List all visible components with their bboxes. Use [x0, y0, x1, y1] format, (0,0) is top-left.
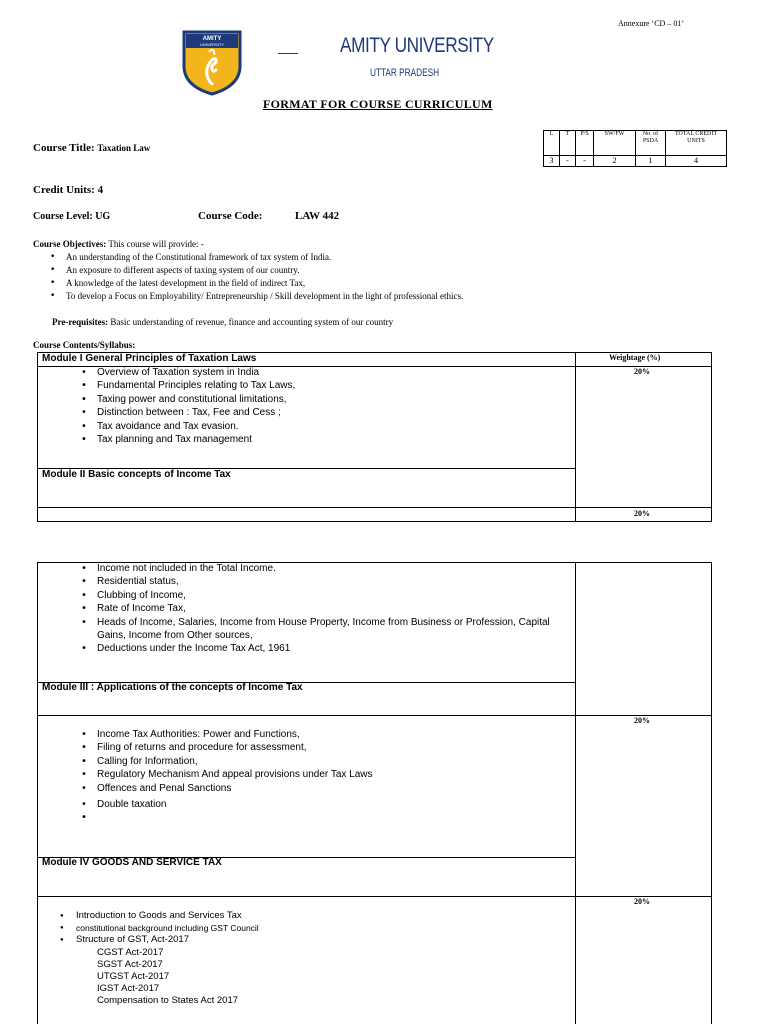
module-3-topics	[77, 728, 567, 824]
topic-item: ● Structure of GST, Act-2017	[56, 934, 566, 946]
topic-item: • Offences and Penal Sanctions	[77, 782, 567, 795]
credit-header-psda: No. of PSDA	[636, 131, 666, 156]
module-2-weight: 20%	[634, 509, 650, 518]
topic-item: • Clubbing of Income,	[77, 589, 567, 602]
topic-item: • Rate of Income Tax,	[77, 602, 567, 615]
row-divider	[37, 507, 712, 508]
sub-topic-item: SGST Act-2017	[97, 958, 163, 970]
university-name: AMITY UNIVERSITY	[340, 34, 494, 57]
topic-item: ● constitutional background including GST Council	[56, 922, 566, 934]
topic-item: • Tax avoidance and Tax evasion.	[77, 420, 567, 433]
credit-value-swfw: 2	[594, 156, 636, 167]
credit-table	[543, 130, 727, 167]
university-state: UTTAR PRADESH	[370, 67, 440, 79]
topic-item: • Residential status,	[77, 575, 567, 588]
objectives-list	[50, 251, 753, 303]
credit-header-swfw: SW/FW	[594, 131, 636, 156]
course-title	[33, 142, 150, 154]
document-title: FORMAT FOR COURSE CURRICULUM	[263, 97, 493, 111]
svg-text:AMITY: AMITY	[202, 36, 222, 42]
topic-item: • Fundamental Principles relating to Tax Laws,	[77, 379, 567, 392]
module-2-title: Module II Basic concepts of Income Tax	[42, 469, 231, 480]
module-4-topics	[56, 910, 566, 1008]
row-divider	[37, 896, 712, 897]
sub-topic-item: CGST Act-2017	[97, 946, 164, 958]
credit-value-total: 4	[666, 156, 727, 167]
course-level: Course Level: UG	[33, 211, 111, 222]
course-title-label: Course Title:	[33, 142, 95, 154]
module-1-title: Module I General Principles of Taxation Laws	[42, 353, 257, 364]
topic-item	[77, 811, 567, 824]
objective-item: • To develop a Focus on Employability/ Entrepreneurship / Skill development in the light of professional ethics.	[50, 290, 753, 303]
topic-item: • Deductions under the Income Tax Act, 1961	[77, 642, 567, 655]
objective-item: • A knowledge of the latest development in the field of indirect Tax,	[50, 277, 753, 290]
topic-item: • Tax planning and Tax management	[77, 433, 567, 446]
topic-item: • Distinction between : Tax, Fee and Cess ;	[77, 406, 567, 419]
prerequisites	[52, 317, 393, 327]
credit-value-ps: -	[576, 156, 594, 167]
topic-item: • Regulatory Mechanism And appeal provisions under Tax Laws	[77, 768, 567, 781]
credit-header-total: TOTAL CREDIT UNITS	[666, 131, 727, 156]
annexure-label: Annexure ‘CD – 01’	[618, 19, 684, 28]
amity-logo	[182, 30, 242, 96]
sub-topic-item: IGST Act-2017	[97, 983, 160, 995]
header-divider	[278, 53, 298, 54]
topic-item: • Double taxation	[77, 798, 567, 811]
course-code-value: LAW 442	[295, 210, 340, 222]
course-contents-label: Course Contents/Syllabus:	[33, 340, 136, 350]
topic-item: • Income Tax Authorities: Power and Functions,	[77, 728, 567, 741]
prerequisites-value: Basic understanding of revenue, finance and accounting system of our country	[108, 317, 394, 327]
column-divider	[575, 562, 576, 1024]
credit-value-t: -	[560, 156, 576, 167]
module-1-weight: 20%	[634, 367, 650, 376]
credit-value-l: 3	[544, 156, 560, 167]
objectives-intro: This course will provide: -	[106, 239, 204, 249]
credit-header-l: L	[544, 131, 560, 156]
topic-item: • Heads of Income, Salaries, Income from House Property, Income from Business or Profession, Capital Gains, Income from Other sources,	[77, 616, 567, 643]
topic-item: • Taxing power and constitutional limitations,	[77, 393, 567, 406]
course-code-label: Course Code:	[198, 210, 263, 222]
weightage-header: Weightage (%)	[609, 353, 661, 362]
credit-units: Credit Units: 4	[33, 184, 104, 196]
course-title-value: Taxation Law	[97, 143, 151, 153]
credit-header-ps: P/S	[576, 131, 594, 156]
objectives-label: Course Objectives:	[33, 239, 107, 249]
objective-item: • An understanding of the Constitutional framework of tax system of India.	[50, 251, 753, 264]
topic-item: • Income not included in the Total Income.	[77, 562, 567, 575]
row-divider	[37, 715, 712, 716]
topic-item: • Calling for Information,	[77, 755, 567, 768]
module-4-weight: 20%	[634, 897, 650, 906]
course-objectives	[33, 238, 753, 303]
module-3-weight: 20%	[634, 716, 650, 725]
column-divider	[575, 352, 576, 522]
topic-item: • Overview of Taxation system in India	[77, 366, 567, 379]
sub-topic-item: Compensation to States Act 2017	[97, 995, 239, 1007]
topic-item: • Filing of returns and procedure for assessment,	[77, 741, 567, 754]
module-1-topics	[77, 366, 567, 446]
prerequisites-label: Pre-requisites:	[52, 317, 109, 327]
credit-header-t: T	[560, 131, 576, 156]
objective-item: • An exposure to different aspects of taxing system of our country.	[50, 264, 753, 277]
topic-item: ● Introduction to Goods and Services Tax	[56, 910, 566, 922]
module-3-title: Module III : Applications of the concepts of Income Tax	[42, 682, 303, 693]
module-2-topics	[77, 562, 567, 656]
module-4-title: Module IV GOODS AND SERVICE TAX	[42, 857, 222, 868]
svg-text:UNIVERSITY: UNIVERSITY	[199, 42, 225, 47]
sub-topic-item: UTGST Act-2017	[97, 971, 170, 983]
credit-value-psda: 1	[636, 156, 666, 167]
